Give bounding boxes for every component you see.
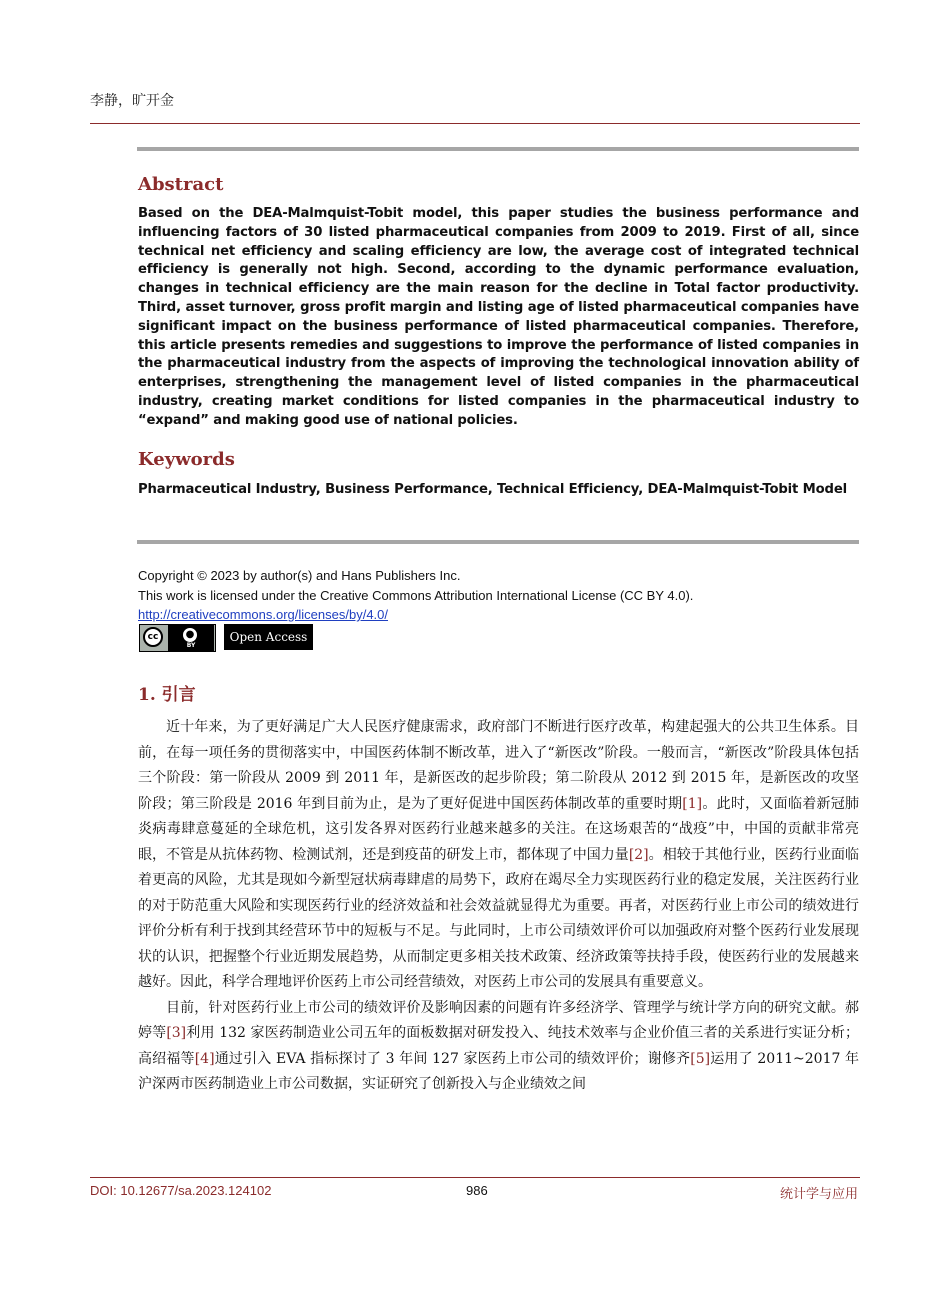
citation-link[interactable]: [5] bbox=[690, 1050, 711, 1067]
license-block bbox=[138, 566, 859, 625]
paragraph-1 bbox=[138, 715, 859, 996]
abstract-heading: Abstract bbox=[138, 174, 224, 195]
abstract-bottom-bar bbox=[137, 540, 859, 544]
citation-link[interactable]: [4] bbox=[194, 1050, 215, 1067]
copyright-line: Copyright © 2023 by author(s) and Hans Publishers Inc. bbox=[138, 568, 461, 583]
text-run: 近十年来，为了更好满足广大人民医疗健康需求，政府部门不断进行医疗改革，构建起强大的公共卫生体系。目前，在每一项任务的贯彻落实中，中国医药体制不断改革，进入了“新医改”阶段。一般而言，“新医改”阶段具体包括三个阶段：第一阶段从 2009 到 2011 年，是新医改的起步阶段；第二阶段从 2012 到 2015 年，是新医改的攻坚阶段；第三阶段是 2016 年到目前为止，是为了更好促进中国医药体制改革的重要时期 bbox=[138, 719, 859, 812]
cc-icon: cc bbox=[143, 627, 163, 647]
citation-link[interactable]: [1] bbox=[682, 795, 703, 812]
footer-rule bbox=[90, 1177, 860, 1178]
open-access-badge[interactable]: Open Access bbox=[224, 624, 313, 650]
cc-by-badge[interactable] bbox=[139, 624, 216, 652]
by-box bbox=[168, 625, 214, 651]
keywords-heading: Keywords bbox=[138, 449, 235, 470]
citation-link[interactable]: [2] bbox=[628, 846, 649, 863]
license-statement: This work is licensed under the Creative Commons Attribution International License (CC BY 4.0). bbox=[138, 587, 694, 603]
text-run: 。相较于其他行业，医药行业面临着更高的风险，尤其是现如今新型冠状病毒肆虐的局势下，政府在竭尽全力实现医药行业的稳定发展，关注医药行业的对于防范重大风险和实现医药行业的经济效益和社会效益就显得尤为重要。再者，对医药行业上市公司的绩效进行评价分析有利于找到其经营环节中的短板与不足。与此同时，上市公司绩效评价可以加强政府对整个医药行业发展现状的认识，把握整个行业近期发展趋势，从而制定更多相关技术政策、经济政策等扶持手段，使医药行业的发展越来越好。因此，科学合理地评价医药上市公司经营绩效，对医药上市公司的发展具有重要意义。 bbox=[138, 846, 860, 990]
abstract-top-bar bbox=[137, 147, 859, 151]
running-header-authors: 李静，旷开金 bbox=[90, 93, 174, 109]
attribution-person-icon: ● bbox=[182, 627, 198, 643]
header-rule bbox=[90, 123, 860, 124]
text-run: 目前，针对医药行业上市公司的绩效评价及影响因素的问题有许多经济学、管理学与统计学方向的研究文献。郝婷等 bbox=[138, 999, 859, 1041]
abstract-text: Based on the DEA-Malmquist-Tobit model, this paper studies the business performance and influencing factors of 30 listed pharmaceutical companies from 2009 to 2019. First of all, since technical net efficiency and scaling efficiency are low, the average cost of integrated technical efficiency is generally not high. Second, according to the dynamic performance evaluation, changes in technical efficiency are the main reason for the decline in Total factor productivity. Third, asset turnover, gross profit margin and listing age of listed pharmaceutical companies have significant impact on the business performance of listed pharmaceutical companies. Therefore, this article presents remedies and suggestions to improve the performance of listed companies in the pharmaceutical industry from the aspects of improving the technological innovation ability of enterprises, strengthening the management level of listed companies in the pharmaceutical industry, creating market conditions for listed companies in the pharmaceutical industry to “expand” and making good use of national policies. bbox=[138, 206, 859, 428]
text-run: 通过引入 EVA 指标探讨了 3 年间 127 家医药上市公司的绩效评价；谢修齐 bbox=[214, 1050, 691, 1067]
keywords-text: Pharmaceutical Industry, Business Performance, Technical Efficiency, DEA-Malmquist-Tobit Model bbox=[138, 482, 847, 497]
section-heading-introduction: 1. 引言 bbox=[138, 685, 196, 705]
text-run: 。此时，又面临着新冠肺炎病毒肆意蔓延的全球危机，这引发各界对医药行业越来越多的关注。在这场艰苦的“战疫”中，中国的贡献非常亮眼，不管是从抗体药物、检测试剂，还是到疫苗的研发上市，都体现了中国力量 bbox=[138, 795, 860, 863]
text-run: 运用了 2011~2017 年沪深两市医药制造业上市公司数据，实证研究了创新投入与企业绩效之间 bbox=[138, 1050, 860, 1092]
license-link[interactable]: http://creativecommons.org/licenses/by/4.0/ bbox=[138, 607, 389, 622]
paragraph-2 bbox=[138, 996, 859, 1098]
footer-page-number: 986 bbox=[466, 1183, 488, 1198]
footer-journal: 统计学与应用 bbox=[779, 1186, 858, 1201]
introduction-body bbox=[138, 715, 859, 1098]
by-label: BY bbox=[186, 642, 196, 649]
footer-doi: DOI: 10.12677/sa.2023.124102 bbox=[90, 1183, 272, 1198]
citation-link[interactable]: [3] bbox=[166, 1025, 187, 1041]
text-run: 利用 132 家医药制造业公司五年的面板数据对研发投入、纯技术效率与企业价值三者的关系进行实证分析；高绍福等 bbox=[138, 1025, 859, 1067]
